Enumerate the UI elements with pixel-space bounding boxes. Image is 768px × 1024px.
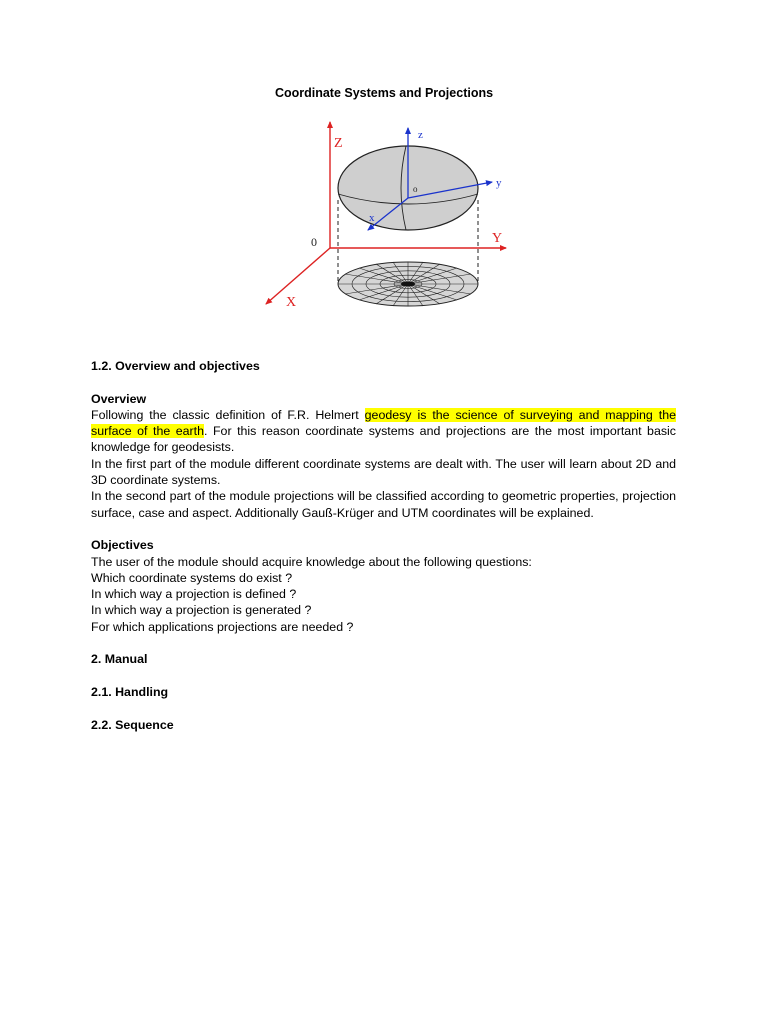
overview-heading: Overview <box>91 391 147 406</box>
label-X: X <box>286 295 297 310</box>
label-y: y <box>496 177 502 189</box>
objective-question: In which way a projection is generated ? <box>91 603 312 618</box>
overview-paragraph-1: Following the classic definition of F.R. Helmert geodesy is the science of surveying and mapping the surface of the earth. For this reason coordinate systems and projections are the most important basic knowledge for geodesists. <box>91 407 676 455</box>
projected-disk <box>338 262 478 306</box>
sequence-heading: 2.2. Sequence <box>91 717 174 732</box>
document-body <box>91 358 676 733</box>
page-title: Coordinate Systems and Projections <box>274 86 494 100</box>
overview-paragraph-2: In the first part of the module different coordinate systems are dealt with. The user will learn about 2D and 3D coordinate systems. <box>91 456 676 488</box>
manual-heading: 2. Manual <box>91 652 148 667</box>
overview-paragraph-3: In the second part of the module projections will be classified according to geometric properties, projection surface, case and aspect. Additionally Gauß-Krüger and UTM coordinates will be explained. <box>91 489 676 520</box>
objectives-intro: The user of the module should acquire knowledge about the following questions: <box>91 554 532 569</box>
highlighted-definition: geodesy is the science of surveying and mapping the surface of the earth <box>91 407 676 439</box>
label-o: o <box>413 184 418 194</box>
coordinate-systems-figure <box>256 118 516 318</box>
objectives-heading: Objectives <box>91 538 154 553</box>
label-Z: Z <box>334 136 343 151</box>
handling-heading: 2.1. Handling <box>91 684 169 699</box>
label-x: x <box>369 212 375 224</box>
label-Y: Y <box>492 231 503 246</box>
section-heading: 1.2. Overview and objectives <box>91 359 260 373</box>
objective-question: In which way a projection is defined ? <box>91 587 297 602</box>
label-z: z <box>418 129 423 141</box>
objective-question: Which coordinate systems do exist ? <box>91 570 293 585</box>
label-origin: 0 <box>311 235 317 249</box>
objective-question: For which applications projections are needed ? <box>91 619 354 634</box>
